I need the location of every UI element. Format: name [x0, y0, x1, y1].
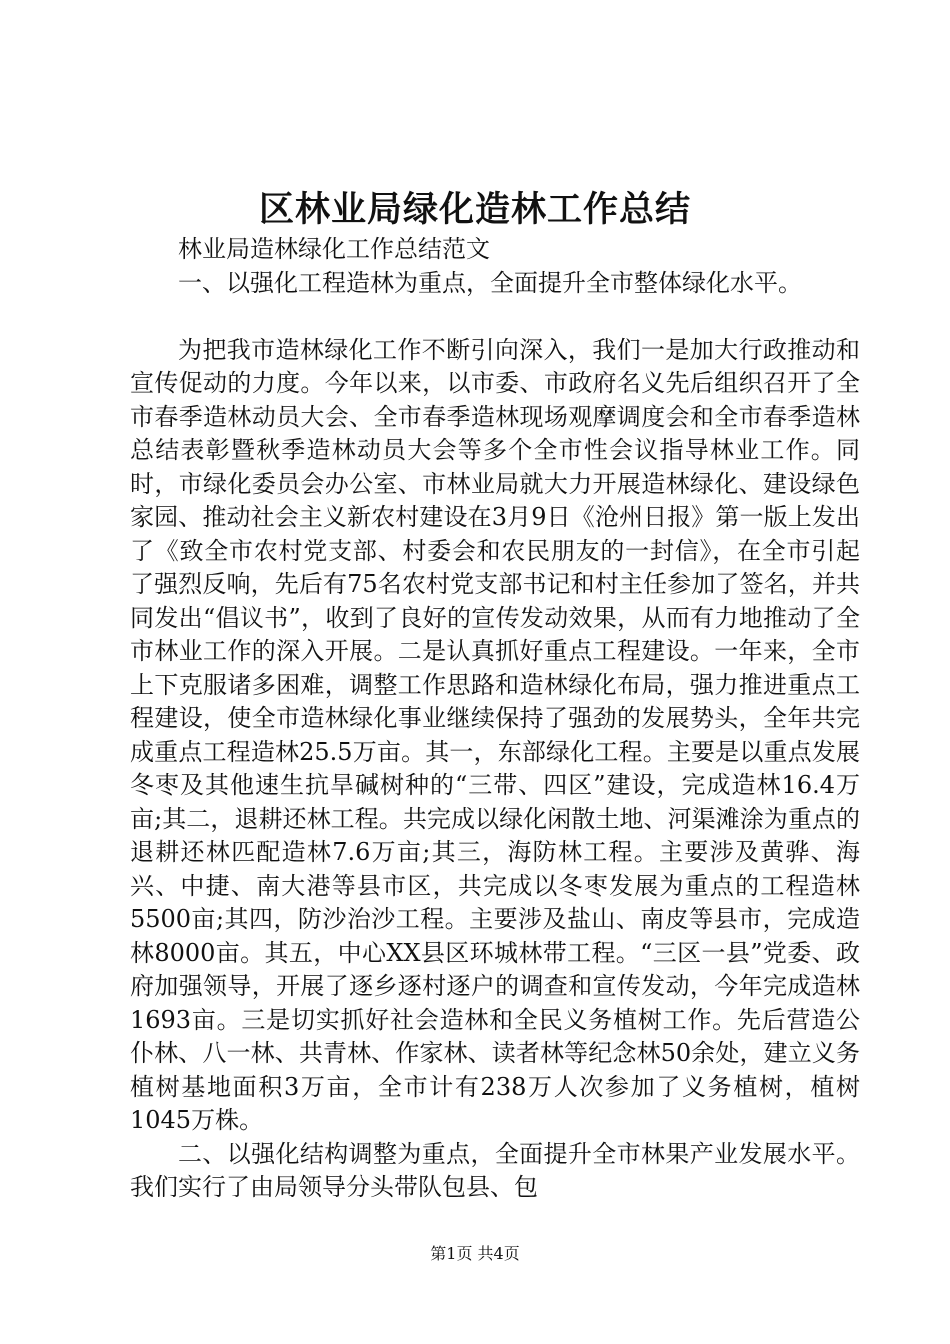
section-heading-2: 二、以强化结构调整为重点，全面提升全市林果产业发展水平。我们实行了由局领导分头带队包县、包	[130, 1139, 860, 1201]
section-heading-1: 一、以强化工程造林为重点，全面提升全市整体绿化水平。	[178, 268, 802, 297]
subtitle-paragraph: 林业局造林绿化工作总结范文	[178, 235, 490, 263]
body-paragraph-1: 为把我市造林绿化工作不断引向深入，我们一是加大行政推动和宣传促动的力度。今年以来，以市委、市政府名义先后组织召开了全市春季造林动员大会、全市春季造林现场观摩调度会和全市春季造林总结表彰暨秋季造林动员大会等多个全市性会议指导林业工作。同时，市绿化委员会办公室、市林业局就大力开展造林绿化、建设绿色家园、推动社会主义新农村建设在3月9日《沧州日报》第一版上发出了《致全市农村党支部、村委会和农民朋友的一封信》，在全市引起了强烈反响，先后有75名农村党支部书记和村主任参加了签名，并共同发出“倡议书”，收到了良好的宣传发动效果，从而有力地推动了全市林业工作的深入开展。二是认真抓好重点工程建设。一年来，全市上下克服诸多困难，调整工作思路和造林绿化布局，强力推进重点工程建设，使全市造林绿化事业继续保持了强劲的发展势头，全年共完成重点工程造林25.5万亩。其一，东部绿化工程。主要是以重点发展冬枣及其他速生抗旱碱树种的“三带、四区”建设，完成造林16.4万亩;其二，退耕还林工程。共完成以绿化闲散土地、河渠滩涂为重点的退耕还林匹配造林7.6万亩;其三，海防林工程。主要涉及黄骅、海兴、中捷、南大港等县市区，共完成以冬枣发展为重点的工程造林5500亩;其四，防沙治沙工程。主要涉及盐山、南皮等县市，完成造林8000亩。其五，中心XX县区环城林带工程。“三区一县”党委、政府加强领导，开展了逐乡逐村逐户的调查和宣传发动，今年完成造林1693亩。三是切实抓好社会造林和全民义务植树工作。先后营造公仆林、八一林、共青林、作家林、读者林等纪念林50余处，建立义务植树基地面积3万亩，全市计有238万人次参加了义务植树，植树1045万株。	[130, 335, 860, 1134]
document-body	[130, 233, 860, 1205]
document-title: 区林业局绿化造林工作总结	[258, 189, 691, 230]
page-footer: 第1页 共4页	[430, 1244, 520, 1263]
